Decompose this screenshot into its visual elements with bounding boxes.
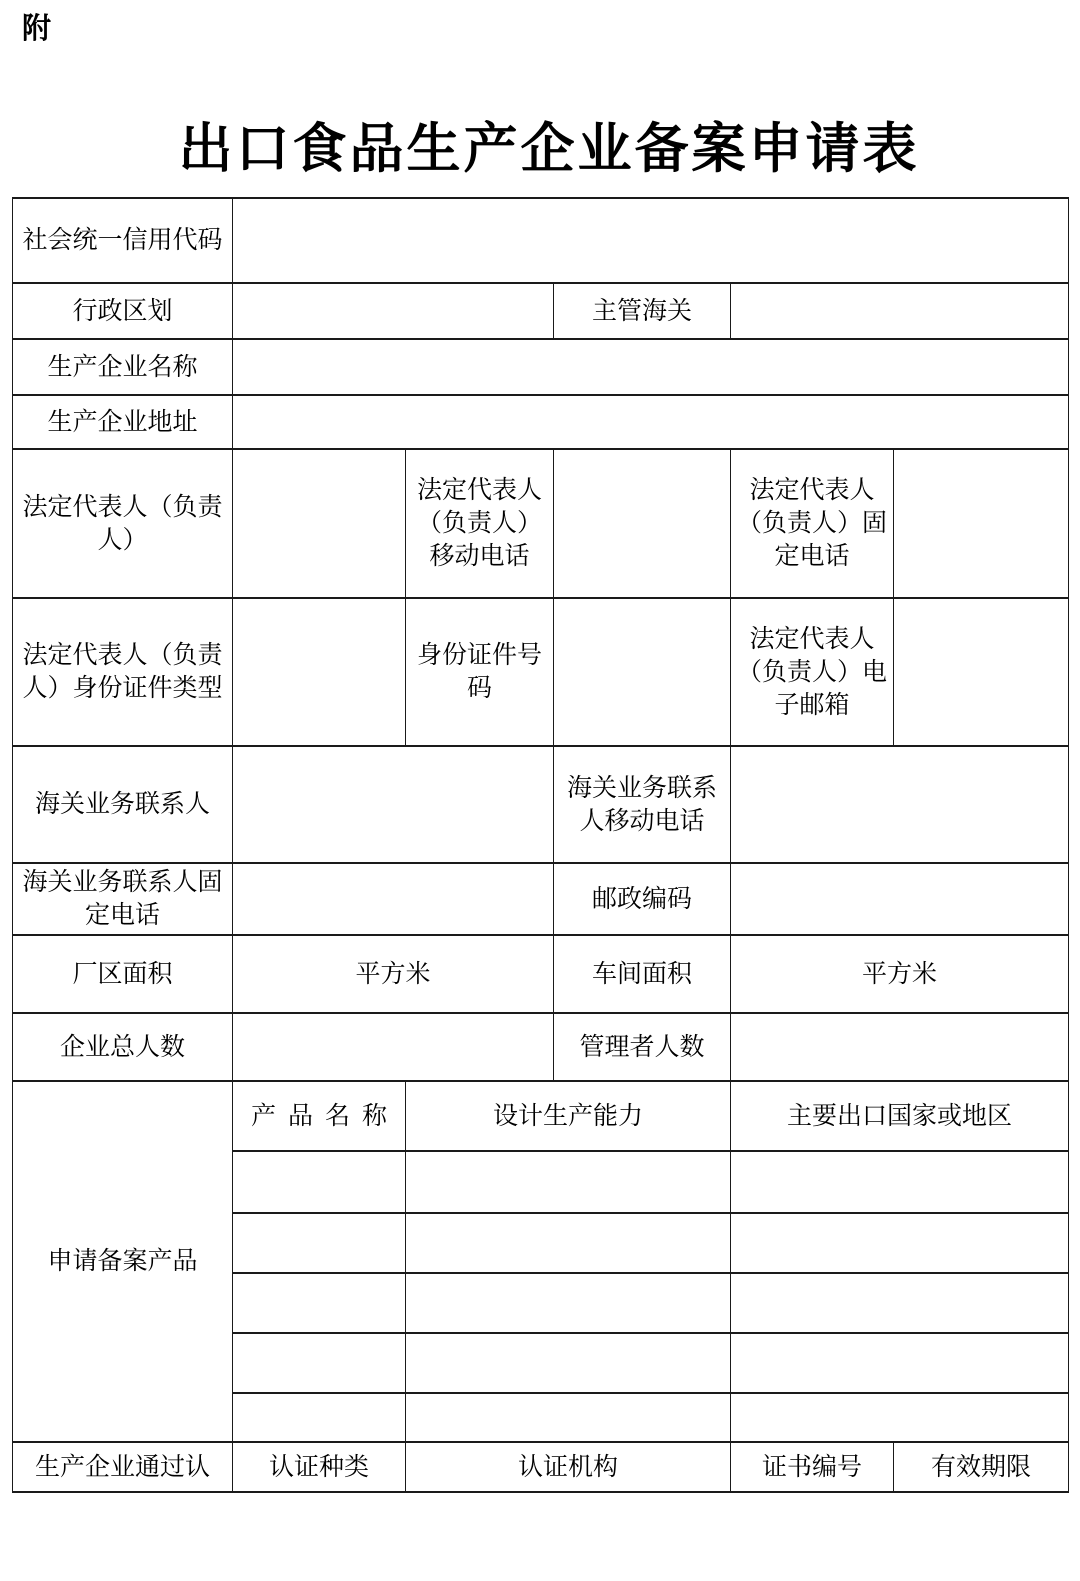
product-name-cell[interactable] [233, 1151, 406, 1213]
customs-contact-mobile-label: 海关业务联系人移动电话 [554, 746, 731, 863]
table-row [13, 283, 1069, 339]
postal-code-label: 邮政编码 [554, 863, 731, 935]
validity-period-header: 有效期限 [894, 1442, 1069, 1492]
credit-code-value[interactable] [233, 198, 1069, 283]
legal-rep-mobile-value[interactable] [554, 449, 731, 598]
postal-code-value[interactable] [731, 863, 1069, 935]
admin-division-label: 行政区划 [13, 283, 233, 339]
products-section-label: 申请备案产品 [13, 1081, 233, 1442]
workshop-area-unit[interactable]: 平方米 [731, 935, 1069, 1013]
product-capacity-cell[interactable] [406, 1213, 731, 1273]
legal-rep-id-type-label: 法定代表人（负责人）身份证件类型 [13, 598, 233, 746]
enterprise-name-value[interactable] [233, 339, 1069, 395]
table-row [13, 1442, 1069, 1492]
manager-count-value[interactable] [731, 1013, 1069, 1081]
product-countries-header: 主要出口国家或地区 [731, 1081, 1069, 1151]
customs-contact-landline-value[interactable] [233, 863, 554, 935]
table-row [13, 1013, 1069, 1081]
product-capacity-header: 设计生产能力 [406, 1081, 731, 1151]
product-countries-cell[interactable] [731, 1273, 1069, 1333]
total-staff-value[interactable] [233, 1013, 554, 1081]
enterprise-name-label: 生产企业名称 [13, 339, 233, 395]
product-capacity-cell[interactable] [406, 1273, 731, 1333]
legal-rep-id-type-value[interactable] [233, 598, 406, 746]
customs-label: 主管海关 [554, 283, 731, 339]
enterprise-address-value[interactable] [233, 395, 1069, 449]
table-row [13, 449, 1069, 598]
product-name-cell[interactable] [233, 1393, 406, 1442]
customs-contact-value[interactable] [233, 746, 554, 863]
admin-division-value[interactable] [233, 283, 554, 339]
legal-rep-email-value[interactable] [894, 598, 1069, 746]
product-name-cell[interactable] [233, 1213, 406, 1273]
credit-code-label: 社会统一信用代码 [13, 198, 233, 283]
product-capacity-cell[interactable] [406, 1333, 731, 1393]
customs-contact-label: 海关业务联系人 [13, 746, 233, 863]
legal-rep-id-number-value[interactable] [554, 598, 731, 746]
table-row [13, 395, 1069, 449]
product-countries-cell[interactable] [731, 1151, 1069, 1213]
attachment-mark: 附 [22, 13, 53, 45]
customs-value[interactable] [731, 283, 1069, 339]
application-form-table [12, 197, 1069, 1493]
table-row [13, 746, 1069, 863]
plant-area-unit[interactable]: 平方米 [233, 935, 554, 1013]
product-name-cell[interactable] [233, 1333, 406, 1393]
page-title: 出口食品生产企业备案申请表 [178, 119, 920, 179]
product-name-cell[interactable] [233, 1273, 406, 1333]
certification-section-label: 生产企业通过认 [13, 1442, 233, 1492]
legal-rep-email-label: 法定代表人（负责人）电子邮箱 [731, 598, 894, 746]
product-countries-cell[interactable] [731, 1213, 1069, 1273]
table-row [13, 863, 1069, 935]
enterprise-address-label: 生产企业地址 [13, 395, 233, 449]
product-countries-cell[interactable] [731, 1333, 1069, 1393]
table-row [13, 598, 1069, 746]
legal-rep-landline-value[interactable] [894, 449, 1069, 598]
certification-type-header: 认证种类 [233, 1442, 406, 1492]
legal-rep-label: 法定代表人（负责人） [13, 449, 233, 598]
plant-area-label: 厂区面积 [13, 935, 233, 1013]
customs-contact-mobile-value[interactable] [731, 746, 1069, 863]
workshop-area-label: 车间面积 [554, 935, 731, 1013]
product-capacity-cell[interactable] [406, 1393, 731, 1442]
table-row [13, 935, 1069, 1013]
certification-body-header: 认证机构 [406, 1442, 731, 1492]
legal-rep-landline-label: 法定代表人（负责人）固定电话 [731, 449, 894, 598]
table-row [13, 198, 1069, 283]
legal-rep-id-number-label: 身份证件号码 [406, 598, 554, 746]
total-staff-label: 企业总人数 [13, 1013, 233, 1081]
table-row [13, 339, 1069, 395]
product-name-header: 产品名称 [233, 1081, 406, 1151]
customs-contact-landline-label: 海关业务联系人固定电话 [13, 863, 233, 935]
product-countries-cell[interactable] [731, 1393, 1069, 1442]
table-row [13, 1081, 1069, 1151]
certificate-number-header: 证书编号 [731, 1442, 894, 1492]
product-capacity-cell[interactable] [406, 1151, 731, 1213]
manager-count-label: 管理者人数 [554, 1013, 731, 1081]
legal-rep-mobile-label: 法定代表人（负责人）移动电话 [406, 449, 554, 598]
legal-rep-value[interactable] [233, 449, 406, 598]
